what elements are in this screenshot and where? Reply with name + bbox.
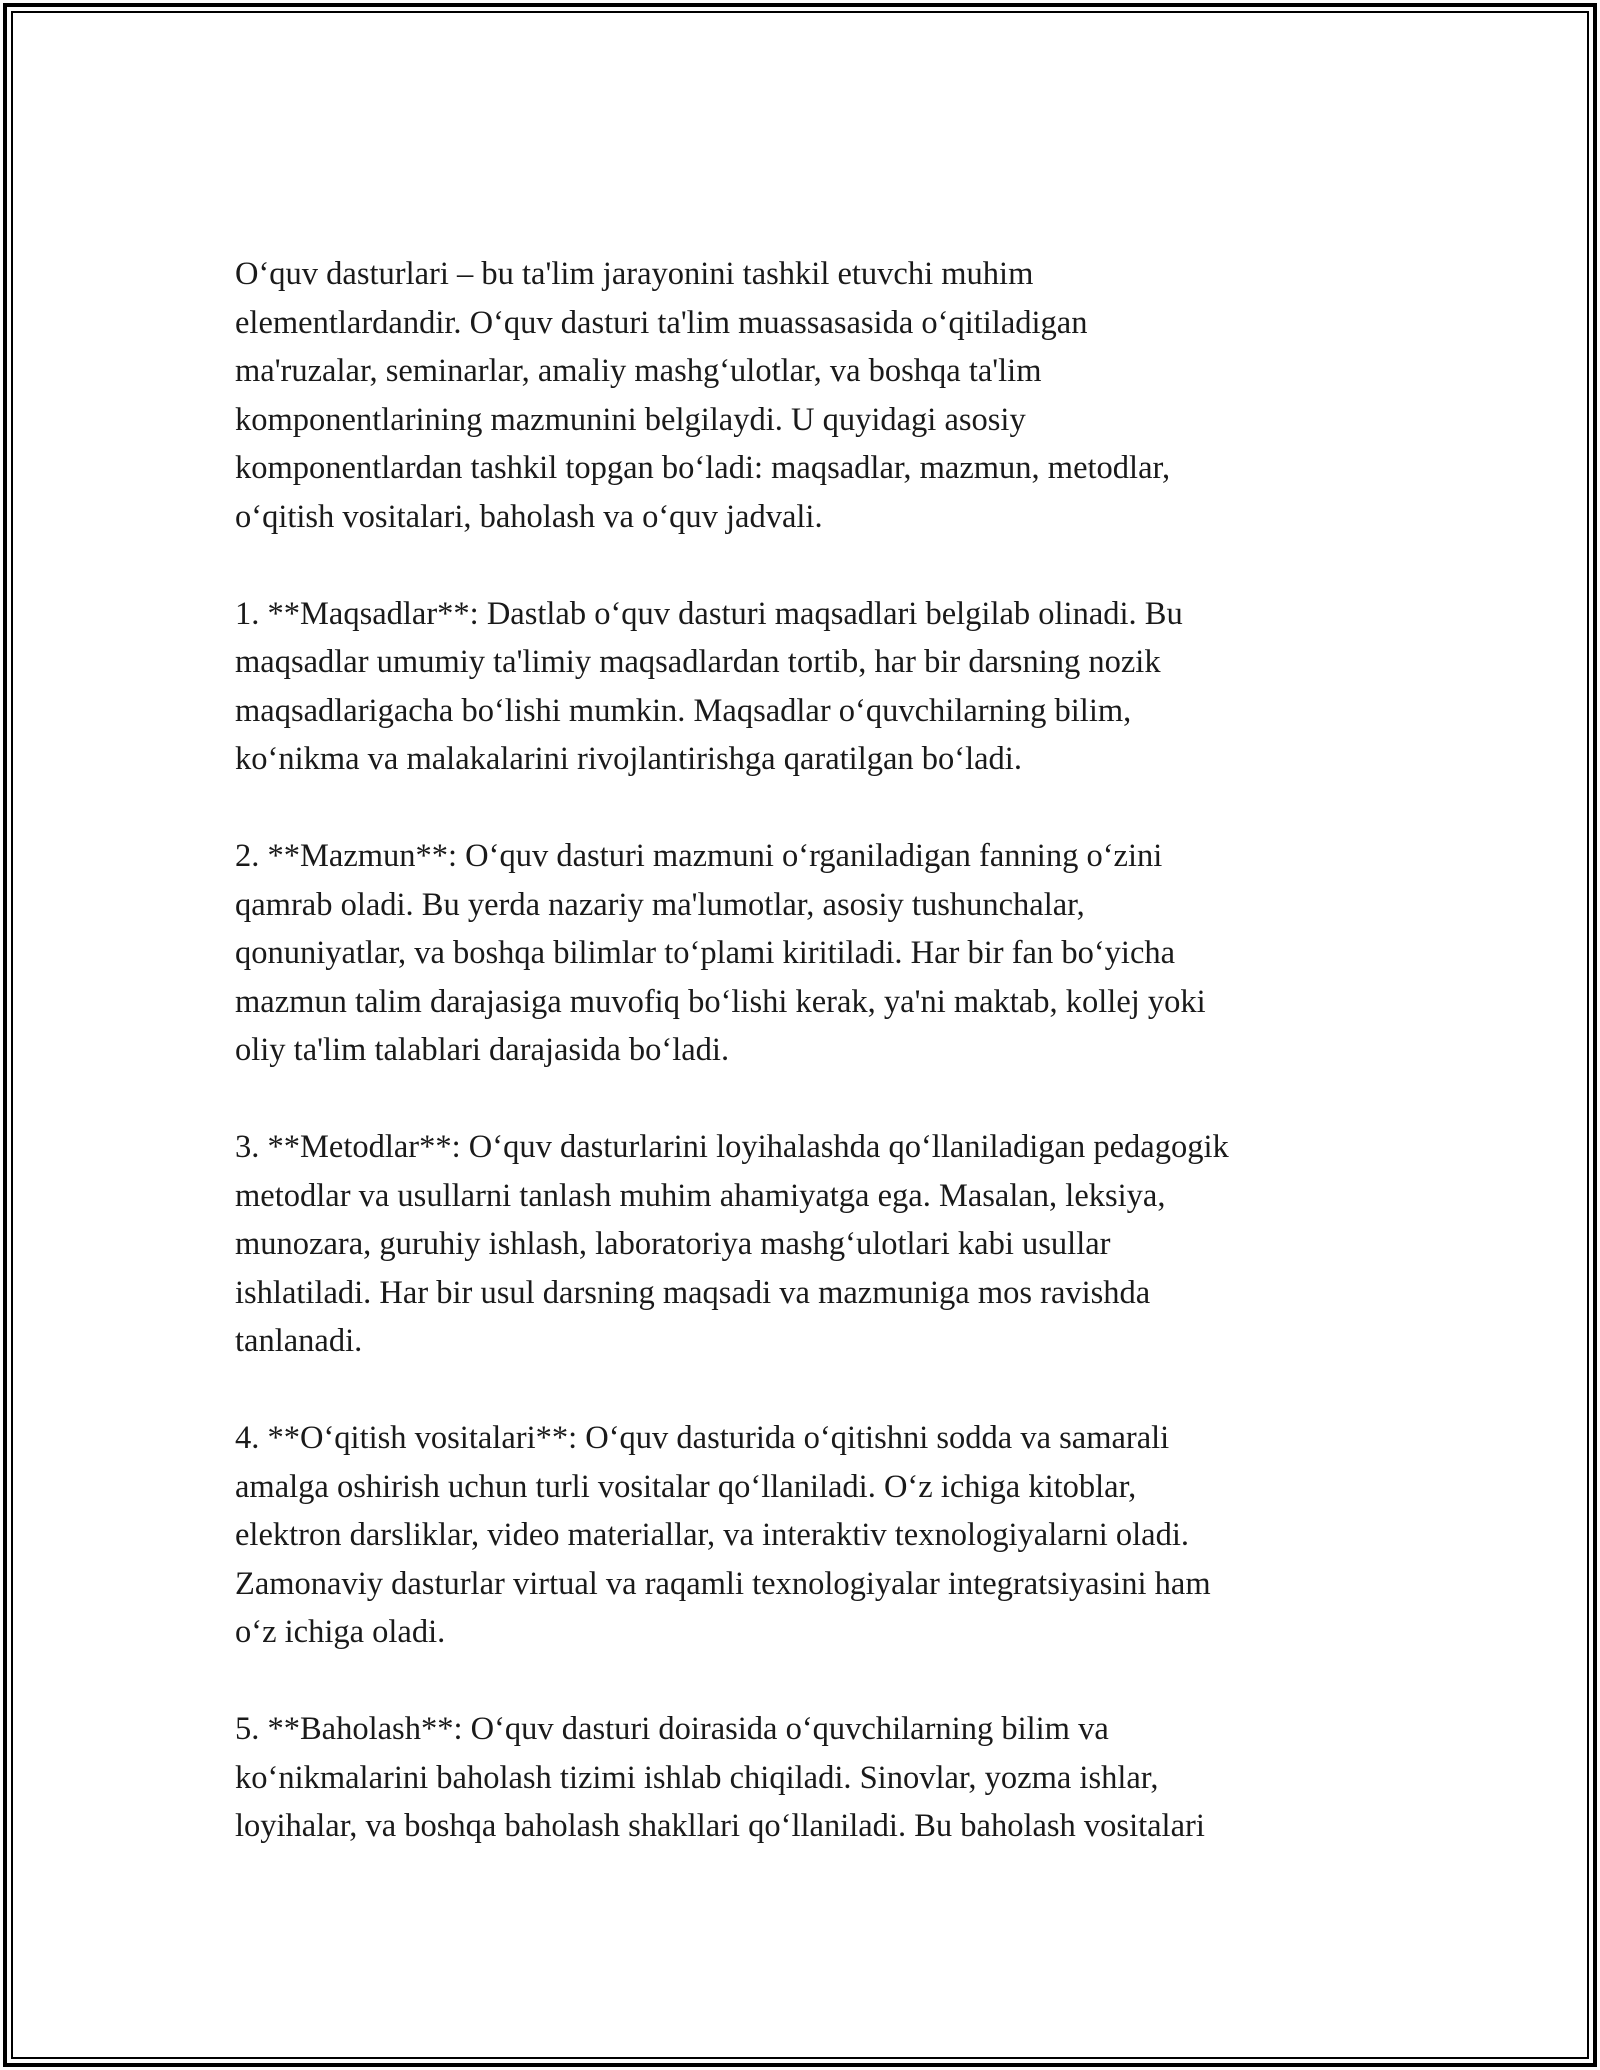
text-line: ko‘nikmalarini baholash tizimi ishlab chiqiladi. Sinovlar, yozma ishlar,	[235, 1759, 1159, 1796]
text-line: komponentlardan tashkil topgan bo‘ladi: maqsadlar, mazmun, metodlar,	[235, 450, 1171, 486]
text-line: ma'ruzalar, seminarlar, amaliy mashg‘ulotlar, va boshqa ta'lim	[235, 353, 1042, 389]
text-line: loyihalar, va boshqa baholash shakllari qo‘llaniladi. Bu baholash vositalari	[235, 1808, 1205, 1844]
text-line: qonuniyatlar, va boshqa bilimlar to‘plami kiritiladi. Har bir fan bo‘yicha	[235, 935, 1176, 971]
mazmun-paragraph	[235, 832, 1385, 1075]
baholash-paragraph	[235, 1705, 1385, 1851]
text-line: 5. **Baholash**: O‘quv dasturi doirasida o‘quvchilarning bilim va	[235, 1711, 1109, 1747]
text-line: elementlardandir. O‘quv dasturi ta'lim muassasasida o‘qitiladigan	[235, 304, 1088, 341]
text-line: Zamonaviy dasturlar virtual va raqamli texnologiyalar integratsiyasini ham	[235, 1565, 1211, 1602]
text-line: 4. **O‘qitish vositalari**: O‘quv dasturida o‘qitishni sodda va samarali	[235, 1420, 1170, 1456]
text-line: ishlatiladi. Har bir usul darsning maqsadi va mazmuniga mos ravishda	[235, 1274, 1151, 1311]
text-line: amalga oshirish uchun turli vositalar qo‘llaniladi. O‘z ichiga kitoblar,	[235, 1468, 1137, 1505]
text-line: maqsadlar umumiy ta'limiy maqsadlardan tortib, har bir darsning nozik	[235, 644, 1161, 680]
text-line: O‘quv dasturlari – bu ta'lim jarayonini tashkil etuvchi muhim	[235, 256, 1034, 292]
text-line: qamrab oladi. Bu yerda nazariy ma'lumotlar, asosiy tushunchalar,	[235, 886, 1085, 923]
text-line: 2. **Mazmun**: O‘quv dasturi mazmuni o‘rganiladigan fanning o‘zini	[235, 838, 1163, 874]
maqsadlar-paragraph	[235, 590, 1385, 784]
text-line: o‘z ichiga oladi.	[235, 1614, 446, 1650]
intro-paragraph	[235, 250, 1385, 541]
text-line: komponentlarining mazmunini belgilaydi. U quyidagi asosiy	[235, 401, 1026, 438]
text-line: o‘qitish vositalari, baholash va o‘quv jadvali.	[235, 498, 823, 535]
text-line: metodlar va usullarni tanlash muhim ahamiyatga ega. Masalan, leksiya,	[235, 1177, 1166, 1214]
text-line: ko‘nikma va malakalarini rivojlantirishga qaratilgan bo‘ladi.	[235, 741, 1022, 777]
metodlar-paragraph	[235, 1123, 1385, 1366]
text-line: munozara, guruhiy ishlash, laboratoriya mashg‘ulotlari kabi usullar	[235, 1226, 1111, 1262]
text-line: elektron darsliklar, video materiallar, va interaktiv texnologiyalarni oladi.	[235, 1517, 1190, 1553]
text-line: 1. **Maqsadlar**: Dastlab o‘quv dasturi maqsadlari belgilab olinadi. Bu	[235, 595, 1183, 632]
text-line: mazmun talim darajasiga muvofiq bo‘lishi kerak, ya'ni maktab, kollej yoki	[235, 983, 1206, 1020]
text-line: oliy ta'lim talablari darajasida bo‘ladi.	[235, 1032, 730, 1068]
text-line: tanlanadi.	[235, 1323, 363, 1359]
text-line: 3. **Metodlar**: O‘quv dasturlarini loyihalashda qo‘llaniladigan pedagogik	[235, 1129, 1229, 1165]
oqitish-vositalari-paragraph	[235, 1414, 1385, 1657]
text-line: maqsadlarigacha bo‘lishi mumkin. Maqsadlar o‘quvchilarning bilim,	[235, 692, 1132, 729]
document-body	[235, 250, 1385, 1899]
